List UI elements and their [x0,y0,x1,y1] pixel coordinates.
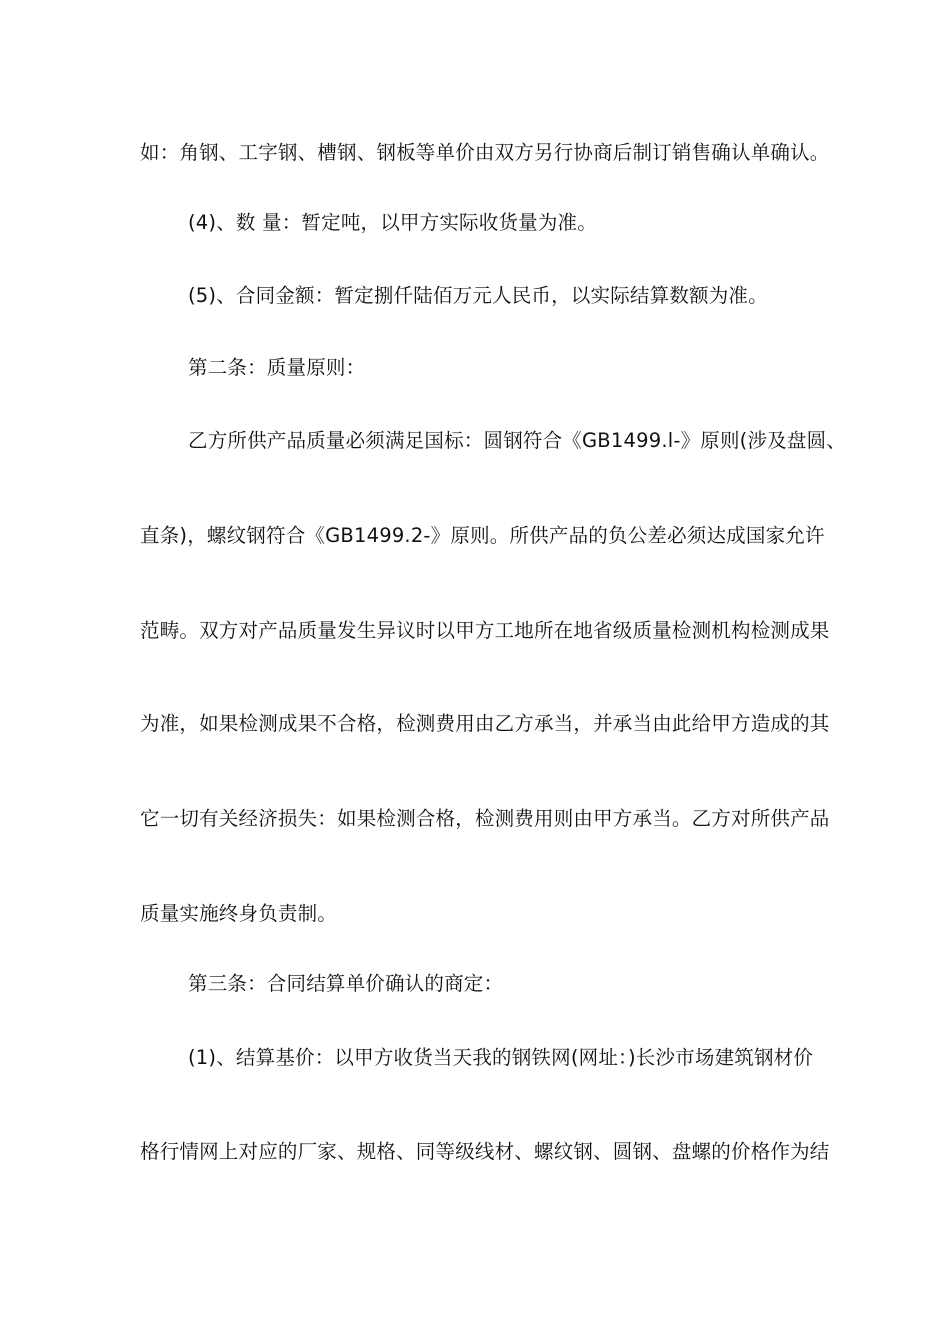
quality-paragraph-line-3: 范畴。双方对产品质量发生异议时以甲方工地所在地省级质量检测机构检测成果 [140,619,830,642]
settlement-paragraph-line-2: 格行情网上对应的厂家、规格、同等级线材、螺纹钢、圆钢、盘螺的价格作为结 [140,1140,830,1163]
item-1-settlement-base-price: (1)、结算基价：以甲方收货当天我的钢铁网(网址：)长沙市场建筑钢材价 [188,1046,814,1069]
item-4-quantity: (4)、数 量：暂定吨，以甲方实际收货量为准。 [188,211,597,234]
quality-paragraph-line-6: 质量实施终身负责制。 [140,902,338,925]
item-5-contract-amount: (5)、合同金额：暂定捌仟陆佰万元人民币，以实际结算数额为准。 [188,284,768,307]
article-2-heading: 第二条：质量原则： [188,356,366,379]
quality-paragraph-line-5: 它一切有关经济损失：如果检测合格，检测费用则由甲方承当。乙方对所供产品 [140,807,830,830]
article-3-heading: 第三条：合同结算单价确认的商定： [188,972,504,995]
quality-paragraph-line-1: 乙方所供产品质量必须满足国标：圆钢符合《GB1499.l-》原则(涉及盘圆、 [188,429,846,452]
text-line-1: 如：角钢、工字钢、槽钢、钢板等单价由双方另行协商后制订销售确认单确认。 [140,141,830,164]
quality-paragraph-line-2: 直条)，螺纹钢符合《GB1499.2-》原则。所供产品的负公差必须达成国家允许 [140,524,825,547]
quality-paragraph-line-4: 为准，如果检测成果不合格，检测费用由乙方承当，并承当由此给甲方造成的其 [140,712,830,735]
